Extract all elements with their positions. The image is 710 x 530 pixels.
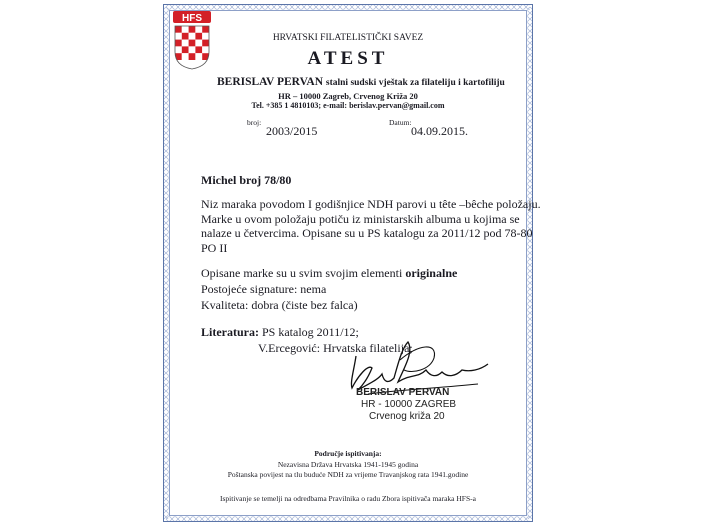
description-line: Niz maraka povodom I godišnjice NDH parovi u tête –bêche položaju. — [201, 197, 541, 211]
literature-label: Literatura: — [201, 325, 259, 339]
area-label: Područje ispitivanja: — [314, 449, 382, 458]
area-line-1: Nezavisna Država Hrvatska 1941-1945 godina — [277, 460, 419, 469]
literature-ref-2: V.Ercegović: Hrvatska filatelija; — [258, 341, 413, 355]
certificate-date: 04.09.2015. — [411, 124, 468, 138]
stamp-street: Crvenog križa 20 — [369, 411, 445, 422]
date-label: Datum: — [389, 118, 412, 127]
shield-square — [182, 26, 189, 33]
description-line: Marke u ovom položaju potiču iz ministarskih albuma u kojima se — [201, 211, 520, 226]
document-title: ATEST — [307, 48, 389, 69]
expert-address: HR – 10000 Zagreb, Crvenog Križa 20 — [278, 91, 418, 101]
expert-contact: Tel. +385 1 4810103; e-mail: berislav.pervan@gmail.com — [251, 101, 445, 110]
org-name: HRVATSKI FILATELISTIČKI SAVEZ — [272, 33, 424, 43]
literature-ref: PS katalog 2011/12; — [258, 325, 359, 339]
expert-name: BERISLAV PERVAN — [217, 76, 324, 88]
basis-note: Ispitivanje se temelji na odredbama Pravilnika o radu Zbora ispitivača maraka HFS-a — [220, 494, 476, 503]
shield-square — [175, 26, 182, 33]
certificate-number: 2003/2015 — [266, 124, 318, 138]
literature-line — [201, 325, 359, 340]
area-line-2: Poštanska povijest na tlu buduće NDH za vrijeme Travanjskog rata 1941.godine — [227, 470, 469, 479]
originality-statement — [201, 266, 457, 281]
originality-verdict: originalne — [405, 266, 458, 280]
hfs-logo-text: HFS — [182, 13, 202, 24]
quality-line: Kvaliteta: dobra (čiste bez falca) — [201, 298, 358, 312]
description-line: nalaze u četvercima. Opisane su u PS katalogu za 2011/12 pod 78-80 — [201, 226, 533, 240]
expert-line — [217, 76, 505, 88]
number-label: broj: — [247, 118, 262, 127]
originality-text: Opisane marke su u svim svojim elementi — [201, 266, 406, 280]
expert-role: stalni sudski vještak za filateliju i kartofiliju — [325, 78, 505, 88]
shield-square — [189, 26, 196, 33]
certificate-frame — [163, 4, 541, 522]
signatures-line: Postojeće signature: nema — [201, 282, 327, 296]
stamp-city: HR - 10000 ZAGREB — [361, 399, 457, 410]
shield-square — [202, 26, 209, 33]
description-line: PO II — [201, 240, 228, 255]
michel-number: Michel broj 78/80 — [201, 173, 292, 187]
shield-square — [195, 26, 202, 33]
stamp-name: BERISLAV PERVAN — [356, 387, 450, 398]
description — [201, 197, 541, 255]
